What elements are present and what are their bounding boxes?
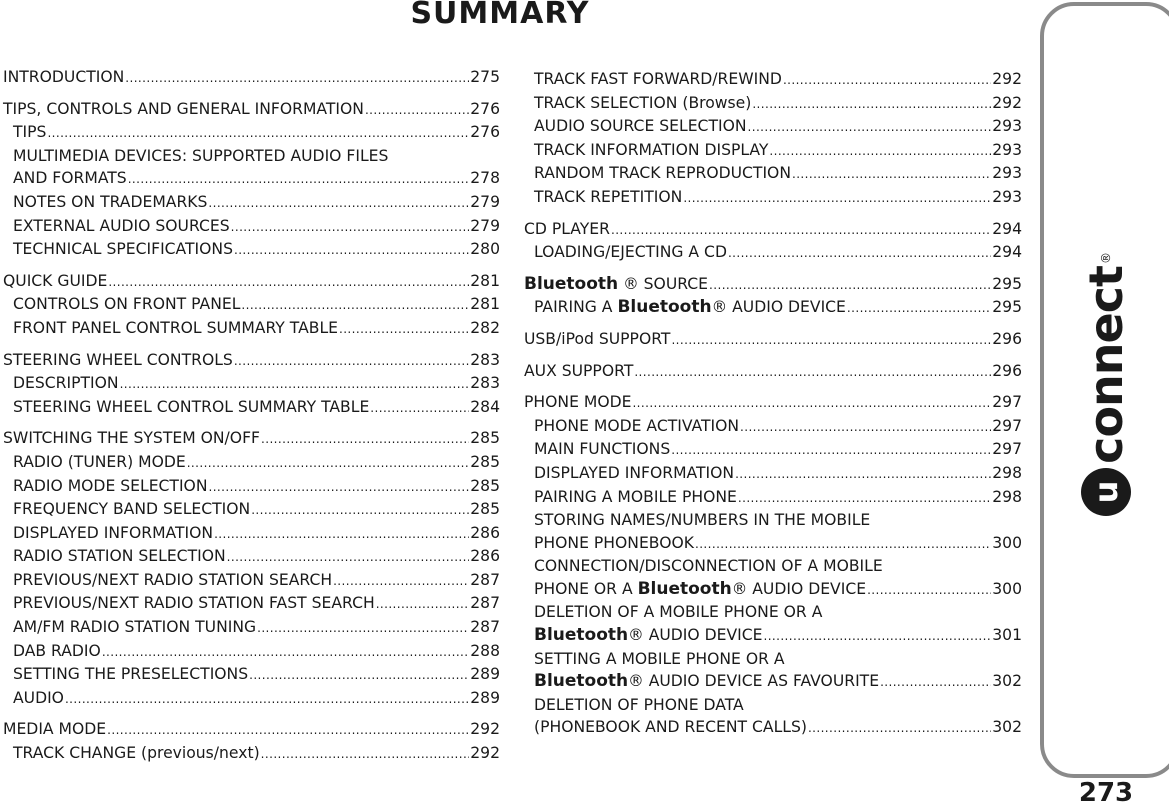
toc-entry-text: TRACK SELECTION (Browse) — [534, 93, 752, 112]
toc-entry-page: 300 — [992, 579, 1022, 598]
leader-dots — [867, 578, 991, 602]
toc-entry-trademarks[interactable] — [3, 191, 500, 215]
page-title: SUMMARY — [410, 0, 590, 31]
toc-entry-page: 293 — [992, 117, 1022, 136]
toc-entry-usb-ipod[interactable] — [524, 328, 1022, 352]
toc-entry-page: 289 — [470, 665, 500, 684]
toc-entry-text: INTRODUCTION — [3, 68, 125, 86]
toc-entry-text: PAIRING A MOBILE PHONE — [534, 487, 737, 506]
leader-dots — [370, 396, 469, 420]
leader-dots — [683, 186, 991, 210]
toc-entry-text: DISPLAYED INFORMATION — [13, 523, 214, 542]
toc-entry-page: 281 — [470, 271, 500, 290]
leader-dots — [671, 438, 991, 462]
toc-entry-radio-mode-selection[interactable] — [3, 475, 500, 499]
registered-mark: ® — [1099, 252, 1113, 264]
leader-dots — [128, 167, 470, 191]
toc-entry-loading-cd[interactable] — [524, 241, 1022, 265]
toc-entry-prefix: PHONE OR A — [534, 579, 638, 598]
toc-entry-page: 293 — [992, 187, 1022, 206]
toc-entry-text: TIPS, CONTROLS AND GENERAL INFORMATION — [3, 99, 364, 118]
toc-entry-aux-support[interactable] — [524, 360, 1022, 384]
toc-entry-page: 287 — [470, 618, 500, 637]
toc-entry-page: 285 — [470, 476, 500, 495]
toc-entry-frequency-band[interactable] — [3, 498, 500, 522]
toc-entry-text: SETTING THE PRESELECTIONS — [13, 665, 249, 684]
leader-dots — [249, 663, 469, 687]
toc-entry-text — [534, 296, 846, 319]
leader-dots — [792, 162, 991, 186]
toc-entry-connection-line1[interactable]: CONNECTION/DISCONNECTION OF A MOBILE — [534, 557, 883, 576]
toc-entry-page: 292 — [992, 70, 1022, 88]
toc-entry-phone-mode[interactable] — [524, 391, 1022, 415]
toc-entry-suffix: ® AUDIO DEVICE — [711, 298, 846, 317]
toc-entry-page: 276 — [470, 123, 500, 142]
toc-entry-text: RADIO (TUNER) MODE — [13, 452, 186, 471]
leader-dots — [611, 218, 991, 242]
uconnect-wordmark: connect — [1079, 266, 1133, 464]
toc-entry-station-fast-search[interactable] — [3, 592, 500, 616]
toc-entry-page: 285 — [470, 429, 500, 448]
leader-dots — [107, 718, 469, 742]
toc-entry-phone-displayed-info[interactable] — [524, 462, 1022, 486]
toc-entry-text: AUDIO SOURCE SELECTION — [534, 117, 747, 136]
leader-dots — [671, 328, 991, 352]
toc-entry-page: 276 — [470, 99, 500, 118]
toc-entry-text: (PHONEBOOK AND RECENT CALLS) — [534, 718, 807, 737]
leader-dots — [234, 349, 469, 373]
leader-dots — [125, 66, 469, 90]
toc-entry-page: 279 — [470, 192, 500, 211]
toc-entry-audio-source-selection[interactable] — [524, 115, 1022, 139]
uconnect-u-mark: u — [1081, 468, 1131, 516]
toc-entry-text: TRACK INFORMATION DISPLAY — [534, 140, 769, 159]
toc-entry-text: PHONE MODE ACTIVATION — [534, 416, 740, 435]
leader-dots — [632, 391, 991, 415]
toc-entry-main-functions[interactable] — [524, 438, 1022, 462]
toc-entry-text: TRACK REPETITION — [534, 187, 683, 206]
page-number: 273 — [1078, 778, 1134, 808]
toc-entry-phone-activation[interactable] — [524, 415, 1022, 439]
toc-entry-introduction[interactable] — [3, 66, 500, 90]
toc-column-left — [3, 66, 500, 766]
toc-entry-page: 296 — [992, 329, 1022, 348]
leader-dots — [257, 616, 469, 640]
leader-dots — [808, 716, 991, 740]
toc-entry-page: 287 — [470, 594, 500, 613]
toc-entry-text: MEDIA MODE — [3, 720, 107, 739]
toc-entry-front-panel-controls[interactable] — [3, 293, 500, 317]
toc-entry-page: 292 — [470, 744, 500, 763]
toc-entry-text — [534, 578, 866, 601]
toc-entry-page: 279 — [470, 216, 500, 235]
toc-entry-page: 292 — [470, 720, 500, 739]
leader-dots — [740, 415, 991, 439]
toc-entry-text: LOADING/EJECTING A CD — [534, 243, 727, 262]
toc-entry-page: 288 — [470, 641, 500, 660]
toc-entry-text: EXTERNAL AUDIO SOURCES — [13, 216, 230, 235]
leader-dots — [376, 592, 470, 616]
toc-entry-page: 287 — [470, 570, 500, 589]
toc-entry-text: PHONE MODE — [524, 393, 632, 412]
toc-entry-text — [524, 273, 708, 296]
toc-entry-phone-data-line2[interactable] — [524, 716, 1022, 740]
toc-entry-am-fm-tuning[interactable] — [3, 616, 500, 640]
toc-entry-phone-data-line1[interactable]: DELETION OF PHONE DATA — [534, 695, 744, 714]
toc-entry-station-search[interactable] — [3, 569, 500, 593]
toc-entry-radio-station-selection[interactable] — [3, 545, 500, 569]
toc-entry-page: 283 — [470, 350, 500, 369]
leader-dots — [120, 372, 470, 396]
toc-entry-radio-mode[interactable] — [3, 451, 500, 475]
bluetooth-word: Bluetooth — [534, 625, 629, 646]
toc-entry-tips-controls[interactable] — [3, 98, 500, 122]
toc-entry-page: 302 — [992, 672, 1022, 691]
toc-entry-suffix: ® AUDIO DEVICE AS FAVOURITE — [628, 672, 880, 691]
bluetooth-word: Bluetooth — [617, 297, 712, 318]
toc-entry-page: 293 — [992, 164, 1022, 183]
toc-entry-text: RADIO STATION SELECTION — [13, 547, 226, 566]
toc-entry-page: 298 — [992, 487, 1022, 506]
toc-entry-displayed-info[interactable] — [3, 522, 500, 546]
toc-entry-media-mode[interactable] — [3, 718, 500, 742]
toc-entry-track-selection[interactable] — [524, 92, 1022, 116]
leader-dots — [769, 139, 991, 163]
toc-entry-tips[interactable] — [3, 121, 500, 145]
leader-dots — [234, 238, 469, 262]
toc-entry-text: USB/iPod SUPPORT — [524, 329, 671, 348]
toc-entry-page: 298 — [992, 463, 1022, 482]
leader-dots — [108, 270, 469, 294]
toc-entry-favourite-line1[interactable]: SETTING A MOBILE PHONE OR A — [534, 649, 785, 668]
toc-entry-page: 286 — [470, 547, 500, 566]
toc-entry-connection-line2[interactable] — [524, 578, 1022, 602]
toc-entry-text: RANDOM TRACK REPRODUCTION — [534, 164, 791, 183]
leader-dots — [187, 451, 470, 475]
toc-entry-page: 294 — [992, 243, 1022, 262]
toc-entry-text: NOTES ON TRADEMARKS — [13, 192, 208, 211]
toc-entry-favourite-line2[interactable] — [524, 670, 1022, 694]
leader-dots — [102, 640, 469, 664]
leader-dots — [735, 462, 991, 486]
toc-entry-page: 285 — [470, 500, 500, 519]
toc-entry-text: PHONE PHONEBOOK — [534, 533, 694, 552]
toc-entry-text: AUDIO — [13, 688, 64, 707]
toc-entry-track-ff-rw[interactable] — [524, 68, 1022, 92]
toc-entry-page: 297 — [992, 440, 1022, 459]
leader-dots — [214, 522, 469, 546]
toc-entry-text: AND FORMATS — [13, 169, 127, 188]
toc-entry-text: CD PLAYER — [524, 219, 610, 238]
toc-entry-text: TIPS — [13, 123, 47, 142]
toc-entry-bluetooth-source[interactable] — [524, 273, 1022, 297]
bluetooth-word: Bluetooth — [534, 671, 629, 692]
leader-dots — [209, 475, 470, 499]
leader-dots — [261, 742, 470, 766]
leader-dots — [783, 68, 991, 92]
toc-entry-random-track[interactable] — [524, 162, 1022, 186]
toc-entry-page: 296 — [992, 361, 1022, 380]
toc-entry-text: FRONT PANEL CONTROL SUMMARY TABLE — [13, 318, 338, 337]
leader-dots — [748, 115, 992, 139]
toc-entry-text: TRACK FAST FORWARD/REWIND — [534, 70, 782, 88]
toc-entry-page: 302 — [992, 718, 1022, 737]
toc-entry-page: 280 — [470, 240, 500, 259]
leader-dots — [227, 545, 470, 569]
toc-entry-multimedia-line2[interactable] — [3, 167, 500, 191]
toc-entry-pairing-bluetooth[interactable] — [524, 296, 1022, 320]
toc-entry-text: STEERING WHEEL CONTROLS — [3, 350, 233, 369]
toc-entry-audio[interactable] — [3, 687, 500, 711]
toc-entry-pairing-mobile[interactable] — [524, 486, 1022, 510]
leader-dots — [365, 98, 469, 122]
toc-entry-page: 289 — [470, 688, 500, 707]
toc-entry-multimedia-line1[interactable]: MULTIMEDIA DEVICES: SUPPORTED AUDIO FILES — [13, 146, 389, 165]
leader-dots — [634, 360, 991, 384]
leader-dots — [763, 624, 991, 648]
toc-entry-page: 293 — [992, 140, 1022, 159]
bluetooth-word: Bluetooth — [637, 578, 732, 599]
toc-entry-text: SWITCHING THE SYSTEM ON/OFF — [3, 429, 261, 448]
leader-dots — [241, 293, 469, 317]
leader-dots — [231, 215, 470, 239]
toc-entry-cd-player[interactable] — [524, 218, 1022, 242]
toc-entry-page: 278 — [470, 169, 500, 188]
toc-entry-storing-names-line2[interactable] — [524, 532, 1022, 556]
toc-entry-text — [534, 624, 762, 647]
toc-entry-page: 294 — [992, 219, 1022, 238]
leader-dots — [880, 670, 991, 694]
toc-entry-prefix: PAIRING A — [534, 298, 618, 317]
leader-dots — [208, 191, 469, 215]
leader-dots — [695, 532, 991, 556]
toc-entry-page: 284 — [470, 397, 500, 416]
toc-entry-page: 295 — [992, 274, 1022, 293]
toc-entry-text: PREVIOUS/NEXT RADIO STATION SEARCH — [13, 570, 333, 589]
toc-entry-text: DAB RADIO — [13, 641, 101, 660]
toc-entry-quick-guide[interactable] — [3, 270, 500, 294]
toc-entry-text: TRACK CHANGE (previous/next) — [13, 744, 260, 763]
toc-entry-suffix: ® SOURCE — [618, 274, 709, 293]
toc-entry-text: AM/FM RADIO STATION TUNING — [13, 618, 257, 637]
toc-entry-deletion-line2[interactable] — [524, 624, 1022, 648]
leader-dots — [47, 121, 469, 145]
leader-dots — [847, 296, 991, 320]
toc-entry-text: MAIN FUNCTIONS — [534, 440, 671, 459]
toc-entry-front-panel-table[interactable] — [3, 317, 500, 341]
toc-entry-text: DISPLAYED INFORMATION — [534, 463, 735, 482]
leader-dots — [709, 273, 991, 297]
toc-entry-text: TECHNICAL SPECIFICATIONS — [13, 240, 233, 259]
toc-entry-preselections[interactable] — [3, 663, 500, 687]
leader-dots — [251, 498, 469, 522]
leader-dots — [728, 241, 991, 265]
toc-entry-page: 286 — [470, 523, 500, 542]
toc-entry-suffix: ® AUDIO DEVICE — [731, 579, 867, 598]
leader-dots — [333, 569, 469, 593]
leader-dots — [339, 317, 469, 341]
toc-entry-text — [534, 670, 879, 693]
toc-entry-switching-on-off[interactable] — [3, 427, 500, 451]
toc-entry-track-info-display[interactable] — [524, 139, 1022, 163]
toc-entry-page: 300 — [992, 533, 1022, 552]
toc-entry-text: STEERING WHEEL CONTROL SUMMARY TABLE — [13, 397, 370, 416]
toc-entry-dab-radio[interactable] — [3, 640, 500, 664]
toc-entry-text: QUICK GUIDE — [3, 271, 108, 290]
leader-dots — [752, 92, 991, 116]
toc-entry-text: CONTROLS ON FRONT PANEL — [13, 295, 241, 314]
toc-entry-page: 285 — [470, 452, 500, 471]
toc-entry-page: 292 — [992, 93, 1022, 112]
toc-entry-page: 301 — [992, 626, 1022, 645]
toc-entry-page: 295 — [992, 298, 1022, 317]
toc-entry-technical-specs[interactable] — [3, 238, 500, 262]
toc-entry-text: PREVIOUS/NEXT RADIO STATION FAST SEARCH — [13, 594, 375, 613]
toc-entry-page: 275 — [470, 68, 500, 86]
toc-entry-text: AUX SUPPORT — [524, 361, 634, 380]
toc-entry-track-change[interactable] — [3, 742, 500, 766]
toc-entry-text: DESCRIPTION — [13, 374, 119, 393]
toc-entry-text: FREQUENCY BAND SELECTION — [13, 500, 251, 519]
toc-entry-track-repetition[interactable] — [524, 186, 1022, 210]
toc-column-right — [524, 68, 1022, 740]
toc-entry-external-audio[interactable] — [3, 215, 500, 239]
leader-dots — [738, 486, 991, 510]
toc-entry-page: 297 — [992, 416, 1022, 435]
toc-entry-page: 282 — [470, 318, 500, 337]
toc-entry-page: 281 — [470, 295, 500, 314]
toc-entry-steering-wheel[interactable] — [3, 349, 500, 373]
leader-dots — [65, 687, 469, 711]
bluetooth-word: Bluetooth — [524, 273, 619, 294]
toc-entry-page: 297 — [992, 393, 1022, 412]
toc-entry-storing-names-line1[interactable]: STORING NAMES/NUMBERS IN THE MOBILE — [534, 511, 871, 530]
toc-entry-description[interactable] — [3, 372, 500, 396]
toc-entry-text: RADIO MODE SELECTION — [13, 476, 208, 495]
toc-entry-steering-table[interactable] — [3, 396, 500, 420]
toc-entry-suffix: ® AUDIO DEVICE — [628, 626, 763, 645]
toc-entry-deletion-line1[interactable]: DELETION OF A MOBILE PHONE OR A — [534, 603, 823, 622]
toc-entry-page: 283 — [470, 374, 500, 393]
leader-dots — [261, 427, 469, 451]
